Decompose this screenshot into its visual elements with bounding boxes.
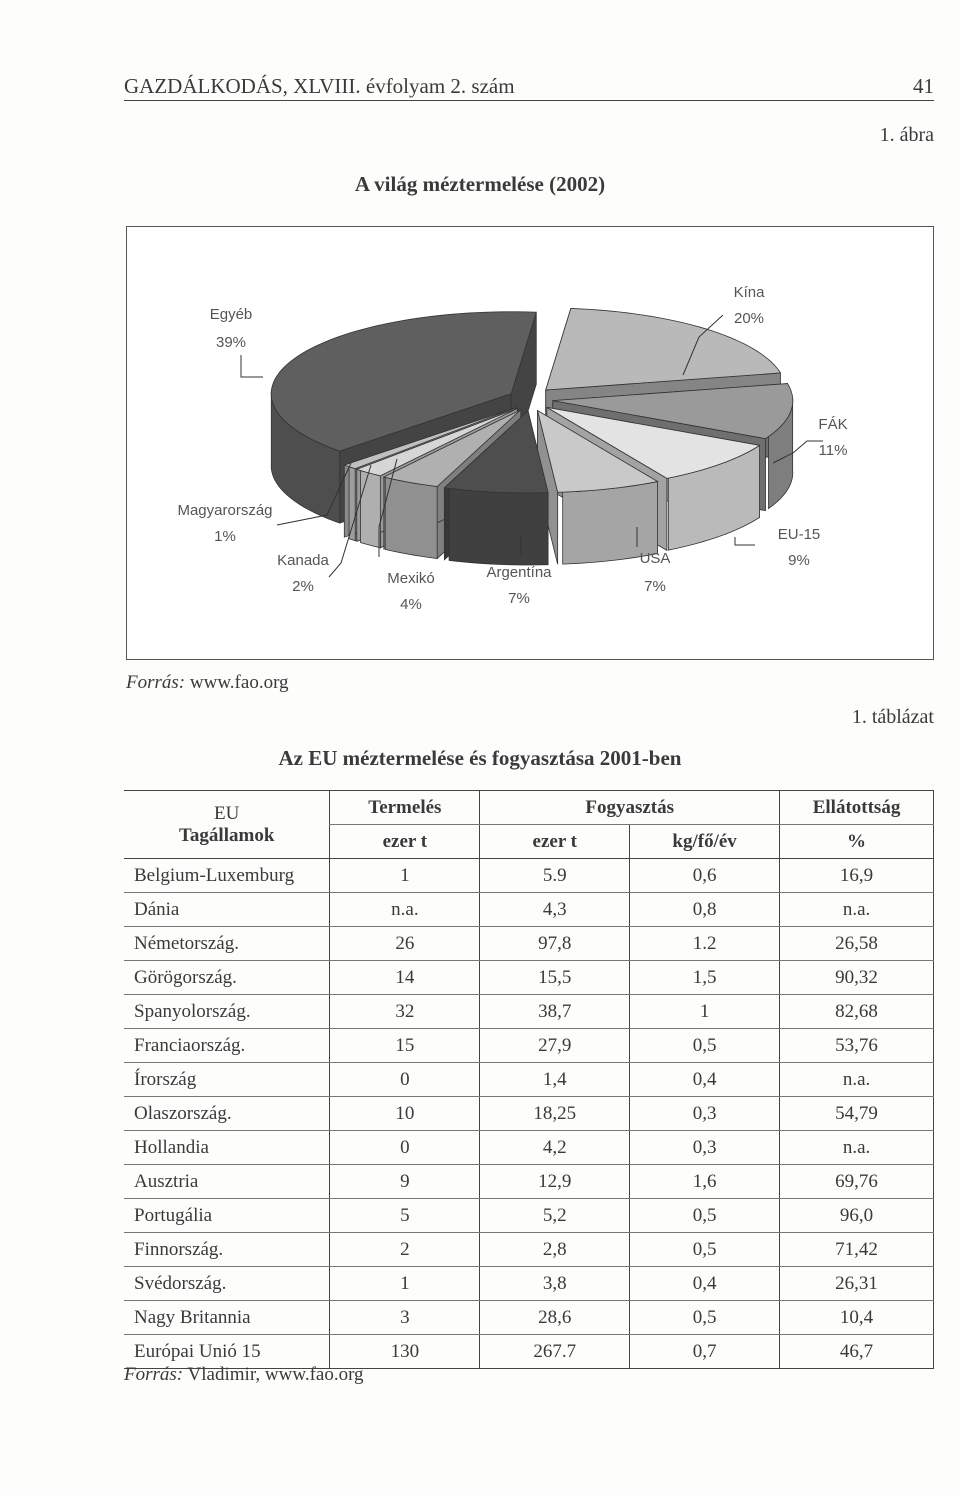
value-cell: 15 bbox=[330, 1029, 480, 1063]
slice-name-label: Kanada bbox=[277, 552, 329, 569]
value-cell: 267.7 bbox=[480, 1335, 630, 1369]
slice-name-label: EU-15 bbox=[777, 526, 821, 543]
slice-name-label: Mexikó bbox=[387, 570, 435, 587]
country-cell: Svédország. bbox=[124, 1267, 330, 1301]
country-cell: Nagy Britannia bbox=[124, 1301, 330, 1335]
table-row bbox=[124, 1267, 934, 1301]
figure-title: A világ méztermelése (2002) bbox=[354, 172, 606, 196]
value-cell: 71,42 bbox=[780, 1233, 934, 1267]
leader-line bbox=[241, 355, 263, 377]
country-cell: Finnország. bbox=[124, 1233, 330, 1267]
source-text: www.fao.org bbox=[189, 672, 289, 693]
value-cell: 1 bbox=[630, 995, 780, 1029]
value-cell: 54,79 bbox=[780, 1097, 934, 1131]
col-header-termeles: Termelés bbox=[330, 791, 480, 825]
value-cell: 96,0 bbox=[780, 1199, 934, 1233]
value-cell: 0 bbox=[330, 1131, 480, 1165]
unit-fogyasztas-kg: kg/fő/év bbox=[630, 825, 780, 859]
col-eu-line1: EU bbox=[214, 802, 240, 824]
value-cell: 5.9 bbox=[480, 859, 630, 893]
table-row bbox=[124, 1199, 934, 1233]
value-cell: 4,3 bbox=[480, 893, 630, 927]
value-cell: 130 bbox=[330, 1335, 480, 1369]
value-cell: 1.2 bbox=[630, 927, 780, 961]
value-cell: 97,8 bbox=[480, 927, 630, 961]
slice-name-label: FÁK bbox=[818, 416, 848, 433]
country-cell: Belgium-Luxemburg bbox=[124, 859, 330, 893]
country-cell: Ausztria bbox=[124, 1165, 330, 1199]
table-row bbox=[124, 927, 934, 961]
country-cell: Spanyolország. bbox=[124, 995, 330, 1029]
value-cell: 32 bbox=[330, 995, 480, 1029]
table-row bbox=[124, 859, 934, 893]
table-source-prefix: Forrás: bbox=[124, 1364, 184, 1385]
table-row bbox=[124, 1029, 934, 1063]
table-row bbox=[124, 1301, 934, 1335]
value-cell: 3,8 bbox=[480, 1267, 630, 1301]
table-row bbox=[124, 1063, 934, 1097]
table-row bbox=[124, 1131, 934, 1165]
table-row bbox=[124, 1165, 934, 1199]
value-cell: 15,5 bbox=[480, 961, 630, 995]
col-eu-line2: Tagállamok bbox=[179, 824, 275, 846]
value-cell: 0,6 bbox=[630, 859, 780, 893]
country-cell: Németország. bbox=[124, 927, 330, 961]
leader-line bbox=[735, 537, 755, 545]
slice-name-label: Argentína bbox=[486, 564, 552, 581]
country-cell: Franciaország. bbox=[124, 1029, 330, 1063]
slice-value-label: 39% bbox=[215, 334, 247, 351]
source-prefix: Forrás: bbox=[126, 672, 186, 693]
value-cell: 2,8 bbox=[480, 1233, 630, 1267]
table-title: Az EU méztermelése és fogyasztása 2001-ben bbox=[278, 746, 682, 770]
slice-name-label: Kína bbox=[733, 284, 765, 301]
value-cell: n.a. bbox=[780, 1131, 934, 1165]
unit-fogyasztas-t: ezer t bbox=[480, 825, 630, 859]
slice-value-label: 2% bbox=[292, 578, 314, 595]
value-cell: 5 bbox=[330, 1199, 480, 1233]
value-cell: 1 bbox=[330, 1267, 480, 1301]
value-cell: 16,9 bbox=[780, 859, 934, 893]
value-cell: 0,8 bbox=[630, 893, 780, 927]
running-header bbox=[124, 74, 934, 101]
honey-table bbox=[124, 790, 934, 1369]
country-cell: Hollandia bbox=[124, 1131, 330, 1165]
value-cell: 0 bbox=[330, 1063, 480, 1097]
slice-value-label: 9% bbox=[788, 552, 810, 569]
value-cell: 14 bbox=[330, 961, 480, 995]
figure-label: 1. ábra bbox=[879, 124, 934, 146]
value-cell: n.a. bbox=[780, 1063, 934, 1097]
table-row bbox=[124, 893, 934, 927]
journal-title: GAZDÁLKODÁS, XLVIII. évfolyam 2. szám bbox=[124, 74, 515, 98]
figure-source bbox=[126, 672, 289, 694]
country-cell: Olaszország. bbox=[124, 1097, 330, 1131]
slice-value-label: 7% bbox=[508, 590, 530, 607]
slice-value-label: 1% bbox=[214, 528, 236, 545]
value-cell: 0,5 bbox=[630, 1029, 780, 1063]
value-cell: 26,58 bbox=[780, 927, 934, 961]
value-cell: 26,31 bbox=[780, 1267, 934, 1301]
value-cell: 1 bbox=[330, 859, 480, 893]
col-header-ellatottsag: Ellátottság bbox=[780, 791, 934, 825]
value-cell: 0,5 bbox=[630, 1199, 780, 1233]
country-cell: Dánia bbox=[124, 893, 330, 927]
pie-chart bbox=[127, 227, 933, 659]
value-cell: 5,2 bbox=[480, 1199, 630, 1233]
value-cell: 38,7 bbox=[480, 995, 630, 1029]
col-header-fogyasztas: Fogyasztás bbox=[480, 791, 780, 825]
table-source bbox=[124, 1364, 364, 1386]
table-body bbox=[124, 859, 934, 1369]
table-row bbox=[124, 1233, 934, 1267]
country-cell: Írország bbox=[124, 1063, 330, 1097]
country-cell: Görögország. bbox=[124, 961, 330, 995]
value-cell: n.a. bbox=[780, 893, 934, 927]
value-cell: 82,68 bbox=[780, 995, 934, 1029]
page-number: 41 bbox=[913, 74, 934, 98]
value-cell: 90,32 bbox=[780, 961, 934, 995]
value-cell: 46,7 bbox=[780, 1335, 934, 1369]
value-cell: 0,5 bbox=[630, 1301, 780, 1335]
slice-value-label: 11% bbox=[818, 442, 848, 459]
slice-name-label: Magyarország bbox=[177, 502, 273, 519]
unit-ellatottsag: % bbox=[780, 825, 934, 859]
country-cell: Portugália bbox=[124, 1199, 330, 1233]
value-cell: 0,5 bbox=[630, 1233, 780, 1267]
pie-chart-frame bbox=[126, 226, 934, 660]
value-cell: 53,76 bbox=[780, 1029, 934, 1063]
value-cell: 3 bbox=[330, 1301, 480, 1335]
slice-name-label: Egyéb bbox=[209, 306, 253, 323]
value-cell: 0,3 bbox=[630, 1097, 780, 1131]
value-cell: 28,6 bbox=[480, 1301, 630, 1335]
unit-termeles: ezer t bbox=[330, 825, 480, 859]
slice-value-label: 7% bbox=[644, 578, 666, 595]
table-label: 1. táblázat bbox=[851, 706, 934, 728]
slice-value-label: 20% bbox=[733, 310, 765, 327]
value-cell: 18,25 bbox=[480, 1097, 630, 1131]
country-cell: Európai Unió 15 bbox=[124, 1335, 330, 1369]
value-cell: 0,7 bbox=[630, 1335, 780, 1369]
table-row bbox=[124, 1097, 934, 1131]
table-row bbox=[124, 961, 934, 995]
slice-name-label: USA bbox=[639, 550, 671, 567]
value-cell: 9 bbox=[330, 1165, 480, 1199]
value-cell: 1,5 bbox=[630, 961, 780, 995]
value-cell: 0,4 bbox=[630, 1267, 780, 1301]
value-cell: 69,76 bbox=[780, 1165, 934, 1199]
value-cell: 0,4 bbox=[630, 1063, 780, 1097]
table-source-text: Vladimir, www.fao.org bbox=[187, 1364, 364, 1385]
col-header-eu bbox=[124, 791, 330, 859]
value-cell: 10,4 bbox=[780, 1301, 934, 1335]
slice-value-label: 4% bbox=[400, 596, 422, 613]
value-cell: 12,9 bbox=[480, 1165, 630, 1199]
table-row bbox=[124, 995, 934, 1029]
value-cell: 27,9 bbox=[480, 1029, 630, 1063]
value-cell: 4,2 bbox=[480, 1131, 630, 1165]
value-cell: 1,4 bbox=[480, 1063, 630, 1097]
value-cell: 1,6 bbox=[630, 1165, 780, 1199]
value-cell: 2 bbox=[330, 1233, 480, 1267]
value-cell: 10 bbox=[330, 1097, 480, 1131]
value-cell: n.a. bbox=[330, 893, 480, 927]
value-cell: 26 bbox=[330, 927, 480, 961]
value-cell: 0,3 bbox=[630, 1131, 780, 1165]
